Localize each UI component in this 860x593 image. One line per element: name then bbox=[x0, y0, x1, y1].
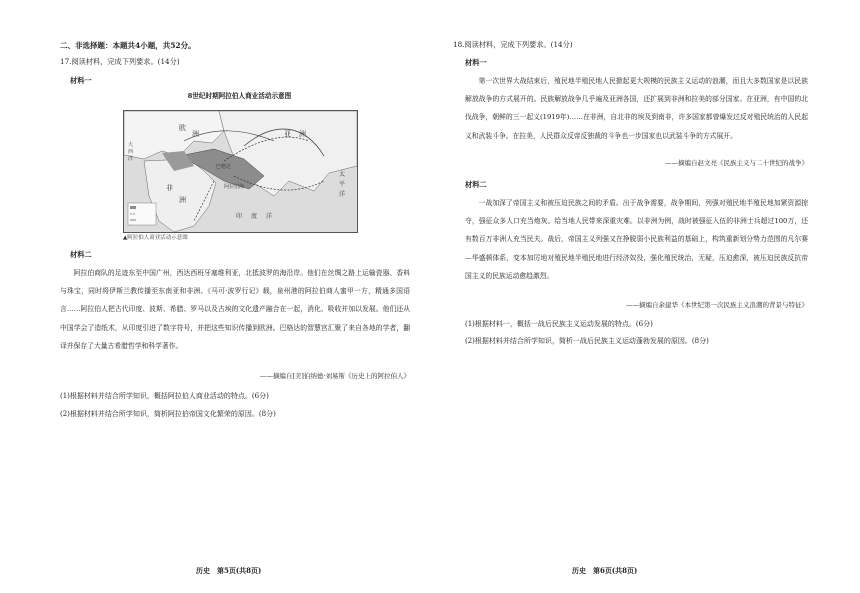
map-label-africa-2: 洲 bbox=[179, 196, 186, 204]
map-label-europe-1: 欧 bbox=[179, 124, 186, 132]
question-18-heading: 18.阅读材料，完成下列要求。(14分) bbox=[453, 40, 573, 49]
map-label-africa-1: 非 bbox=[166, 184, 173, 192]
trade-map bbox=[123, 110, 358, 233]
material-1-label: 材料一 bbox=[70, 76, 92, 85]
map-label-pacific-2: 平 bbox=[339, 181, 346, 188]
map-label-atlantic-2: 西 bbox=[128, 149, 134, 155]
right-material-1-text: 第一次世界大战结束后，殖民地半殖民地人民掀起更大规模的民族主义运动的浪潮，而且大多数国家是以民族解放战争的方式展开的。民族解放战争几乎遍及亚洲各国，还扩展到非洲和拉美的部分国家。在亚洲，有中国的北伐战争，朝鲜的三一起义(1919年)……在非洲，自北非的埃及到南非，许多国家都曾爆发过反对殖民统治的人民起义和武装斗争。在拉美，人民群众反帝反独裁的斗争也一步国家也以武装斗争的方式展开。 bbox=[465, 77, 808, 140]
map-label-indian-ocean-3: 洋 bbox=[266, 213, 273, 220]
question-17-part-1: (1)根据材料并结合所学知识，概括阿拉伯人商业活动的特点。(6分) bbox=[60, 392, 269, 400]
right-material-1-source: ——摘编自赵文亮《民族主义与二十世纪的战争》 bbox=[665, 159, 808, 167]
map-label-pacific-1: 太 bbox=[339, 171, 346, 178]
right-material-2-source: ——摘编自余建华《本世纪第一次民族主义浪潮的背景与特征》 bbox=[626, 301, 808, 309]
right-material-2-text: 一战加深了帝国主义和被压迫民族之间的矛盾。出于战争需要，战争期间，列强对殖民地半殖民地加紧资源掠夺，强征众多人口充当炮灰。给当地人民带来深重灾难。以非洲为例，战时被强征入伍的非洲士兵超过100万，还有数百万非洲人充当民夫。战后，帝国主义列强又在挣脱弱小民族利益的基础上，构筑重新划分势力范围的凡尔赛—华盛顿体系，变本加厉地对殖民地半殖民地进行经济奴役，强化殖民统治，无疑，压迫愈深，被压迫民族反抗帝国主义的民族运动愈趋激烈。 bbox=[465, 199, 808, 280]
map-label-asia-1: 亚 bbox=[284, 130, 291, 138]
map-label-atlantic-1: 大 bbox=[128, 142, 134, 148]
section-title: 二、非选择题：本题共4小题，共52分。 bbox=[60, 41, 196, 50]
map-label-indian-ocean-1: 印 bbox=[236, 213, 243, 220]
material-2-label: 材料二 bbox=[70, 250, 92, 259]
material-2-source: ——摘编自[美]伯纳德·刘易斯《历史上的阿拉伯人》 bbox=[259, 372, 410, 380]
page-footer-left: 历史 第5页(共8页) bbox=[196, 566, 262, 575]
material-2-text: 阿拉伯商队的足迹东至中国广州，西达西班牙塞维利亚，北抵波罗的海沿岸。他们在丝绸之路上运输瓷器、香料与珠宝，同时将伊斯兰教传播至东南亚和非洲。《马可·波罗行记》载，泉州港的阿拉伯商人蜜甲一方，精通多国语言……阿拉伯人把古代印度、波斯、希腊、罗马以及古埃的文化遗产融合在一起，消化、吸收并加以发展。他们还从中国学会了造纸术，从印度引进了数字符号，并把这些知识传播到欧洲。巴格达的智慧宫汇聚了来自各地的学者，翻译并保存了大量古希腊哲学和科学著作。 bbox=[60, 269, 410, 350]
right-material-1-label: 材料一 bbox=[465, 58, 487, 67]
map-label-asia-2: 洲 bbox=[299, 130, 306, 138]
map-label-europe-2: 洲 bbox=[192, 130, 199, 138]
map-label-indian-ocean-2: 度 bbox=[251, 213, 258, 220]
map-label-atlantic-3: 洋 bbox=[128, 156, 134, 162]
map-label-arabian-sea: 阿拉伯海 bbox=[224, 184, 245, 190]
question-18-part-2: (2)根据材料并结合所学知识，简析一战后民族主义运动蓬勃发展的原因。(8分) bbox=[465, 337, 709, 345]
page-footer-right: 历史 第6页(共8页) bbox=[572, 566, 638, 575]
question-18-part-1: (1)根据材料一，概括一战后民族主义运动发展的特点。(6分) bbox=[465, 320, 653, 328]
question-17-heading: 17.阅读材料，完成下列要求。(14分) bbox=[60, 57, 180, 66]
question-17-part-2: (2)根据材料并结合所学知识，简析阿拉伯帝国文化繁荣的原因。(8分) bbox=[60, 410, 276, 418]
map-label-baghdad: 巴格达 bbox=[216, 164, 232, 170]
map-label-pacific-3: 洋 bbox=[339, 191, 346, 198]
right-material-2-label: 材料二 bbox=[465, 180, 487, 189]
map-caption: ▲阿拉伯人商业活动示意图 bbox=[123, 235, 188, 241]
map-title: 8世纪时期阿拉伯人商业活动示意图 bbox=[187, 92, 292, 100]
